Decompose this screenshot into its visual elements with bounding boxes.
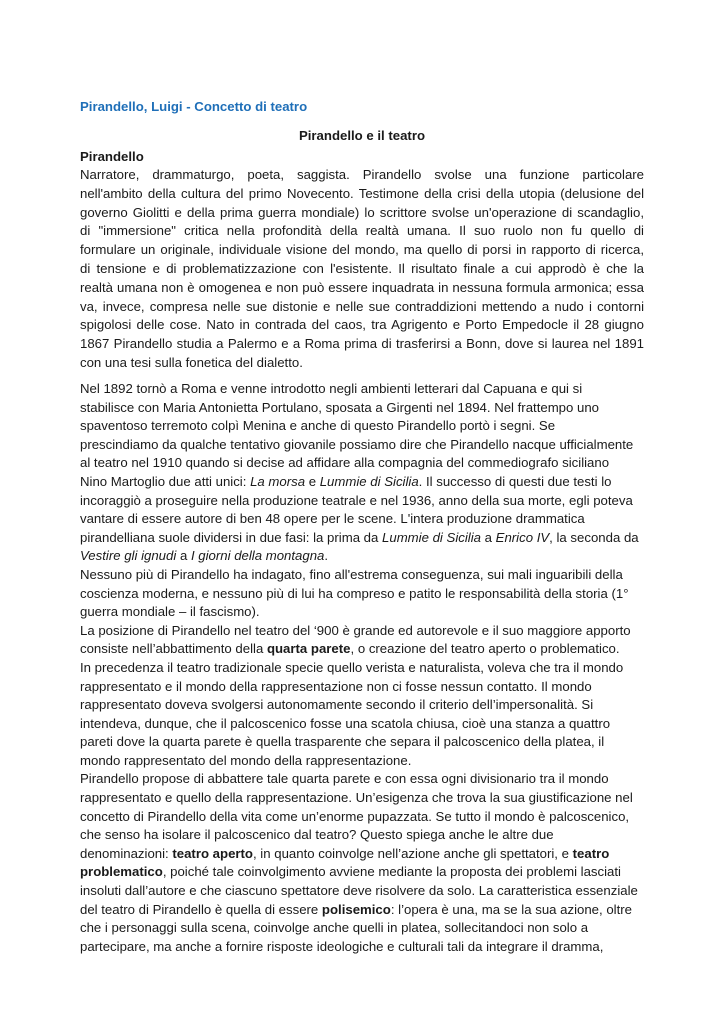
text-run: , o creazione del teatro aperto o problematico. [350,641,620,657]
text-run: , in quanto coinvolge nell’azione anche gli spettatori, e [252,845,573,861]
key-term: problematico [80,864,163,880]
work-title: Enrico IV [495,529,550,545]
paragraph-line: di "immersione" critica nella profondità della realtà umana. Il suo ruolo non fu quello di [80,223,644,239]
body-line: Nel 1892 tornò a Roma e venne introdotto negli ambienti letterari dal Capuana e qui si [80,381,583,396]
work-title: La morsa [250,473,306,489]
work-title: Vestire gli ignudi [80,548,177,564]
document-title: Pirandello, Luigi - Concetto di teatro [80,99,308,114]
body-line: rappresentato e quello della rappresentazione. Un’esigenza che trova la sua giustificazione nel [80,790,633,806]
key-term: teatro [572,845,610,861]
text-run: denominazioni: [80,845,173,861]
body-line: mondo rappresentato del mondo della rappresentazione. [80,752,412,768]
body-line [80,901,650,920]
body-line [80,640,650,659]
text-run: a [480,529,496,545]
text-run: : l’opera è una, ma se la sua azione, oltre [390,901,632,917]
body-line: che senso ha isolare il palcoscenico dal teatro? Questo spiega anche le altre due [80,827,554,843]
text-run: , la seconda da [549,529,639,545]
body-line: partecipare, ma anche a fornire risposte ideologiche e culturali tali da integrare il dramma, [80,938,604,954]
paragraph-line: Narratore, drammaturgo, poeta, saggista. Pirandello svolse una funzione particolare [80,167,644,182]
text-run: a [176,548,191,564]
text-run: , poiché tale coinvolgimento avviene mediante la proposta dei problemi lasciati [162,864,621,880]
body-line [80,547,650,566]
body-line: al teatro nel 1910 quando si decise ad affidare alla compagnia del commediografo siciliano [80,455,610,471]
text-run: . Il successo di questi due testi lo [418,473,612,489]
intro-paragraph [80,166,644,373]
work-title: I giorni della montagna [190,548,325,564]
text-run: del teatro di Pirandello è quella di essere [80,901,322,917]
key-term: quarta parete [266,641,351,657]
paragraph-line: con una tesi sulla fonetica del dialetto. [80,354,303,370]
body-line: La posizione di Pirandello nel teatro del ‘900 è grande ed autorevole e il suo maggiore apporto [80,622,631,638]
work-title: Lummie di Sicilia [319,473,419,489]
paragraph-line: spigolosi delle cose. Nato in contrada del caos, tra Agrigento e Porto Empedocle il 28 giugno [80,317,644,333]
body-line: guerra mondiale – il fascismo). [80,604,260,620]
body-line: rappresentato e il mondo della rappresentazione non ci fosse nessun contatto. Il mondo [80,678,592,694]
body-line: vantare di essere autore di ben 48 opere per le scene. L'intera produzione drammatica [80,511,585,527]
body-line: prescindiamo da qualche tentativo giovanile possiamo dire che Pirandello nacque ufficialmente [80,436,634,452]
key-term: teatro aperto [172,845,253,861]
body-line: stabilisce con Maria Antonietta Portulano, sposata a Girgenti nel 1894. Nel frattempo uno [80,399,600,415]
text-run: Nino Martoglio due atti unici: [80,473,251,489]
body-line [80,473,650,492]
body-line: incoraggiò a proseguire nella produzione teatrale e nel 1936, anno della sua morte, egli poteva [80,492,633,508]
paragraph-line: va, invece, compresa nelle sue distonie e nelle sue contraddizioni mettendo a nudo i contorni [80,298,644,314]
body-text [80,380,650,956]
body-line: pareti dove la quarta parete è quella trasparente che separa il palcoscenico della platea, il [80,734,605,750]
key-term: polisemico [321,901,391,917]
paragraph-line: nell'ambito della cultura del primo Novecento. Testimone della crisi della utopia (delusione del [80,185,644,201]
body-line: Nessuno più di Pirandello ha indagato, fino all'estrema conseguenza, sui mali inguaribili della [80,566,623,582]
paragraph-line: formulare un originale, individuale visione del mondo, ma quello di porsi in rapporto di ricerca, [80,242,644,258]
paragraph-line: di tensione e di problematizzazione con l'esistente. Il risultato finale a cui approdò è che la [80,260,644,276]
body-line [80,863,650,882]
work-title: Lummie di Sicilia [382,529,481,545]
body-line: intendeva, dunque, che il palcoscenico fosse una scatola chiusa, cioè una stanza a quattro [80,715,611,731]
body-line [80,529,650,548]
body-line: spaventoso terremoto colpì Menina e anche di questo Pirandello portò i segni. Se [80,418,556,434]
body-line [80,845,650,864]
body-line: Pirandello propose di abbattere tale quarta parete e con essa ogni divisionario tra il mondo [80,771,609,787]
body-line: insoluti dall’autore e che ciascuno spettatore deve risolvere da solo. La caratteristica essenziale [80,883,638,899]
body-line: coscienza moderna, e nessuno più di lui ha compreso e patito le responsabilità della storia (1° [80,585,629,601]
text-run: pirandelliana suole dividersi in due fasi: la prima da [80,529,383,545]
body-line: rappresentato doveva svolgersi autonomamente secondo il criterio dell’impersonalità. Si [80,697,594,713]
text-run: consiste nell’abbattimento della [80,641,267,657]
text-run: . [324,548,329,564]
paragraph-line: governo Giolitti e della prima guerra mondiale) lo scrittore svolse un'operazione di scandaglio, [80,204,644,220]
paragraph-line: realtà umana non è omogenea e non può essere inquadrata in nessuna formula armonica; essa [80,279,644,295]
section-title: Pirandello e il teatro [298,128,426,143]
intro-heading: Pirandello [80,149,144,164]
body-line: In precedenza il teatro tradizionale specie quello verista e naturalista, voleva che tra il mondo [80,659,624,675]
body-line: che i personaggi sulla scena, coinvolge anche quelli in platea, sollecitandoci non solo a [80,920,589,936]
text-run: e [305,473,320,489]
paragraph-line: 1867 Pirandello studia a Palermo e a Roma prima di trasferirsi a Bonn, dove si laurea nel 1891 [80,336,644,352]
body-line: concetto di Pirandello della vita come un’enorme pupazzata. Se tutto il mondo è palcoscenico, [80,808,630,824]
